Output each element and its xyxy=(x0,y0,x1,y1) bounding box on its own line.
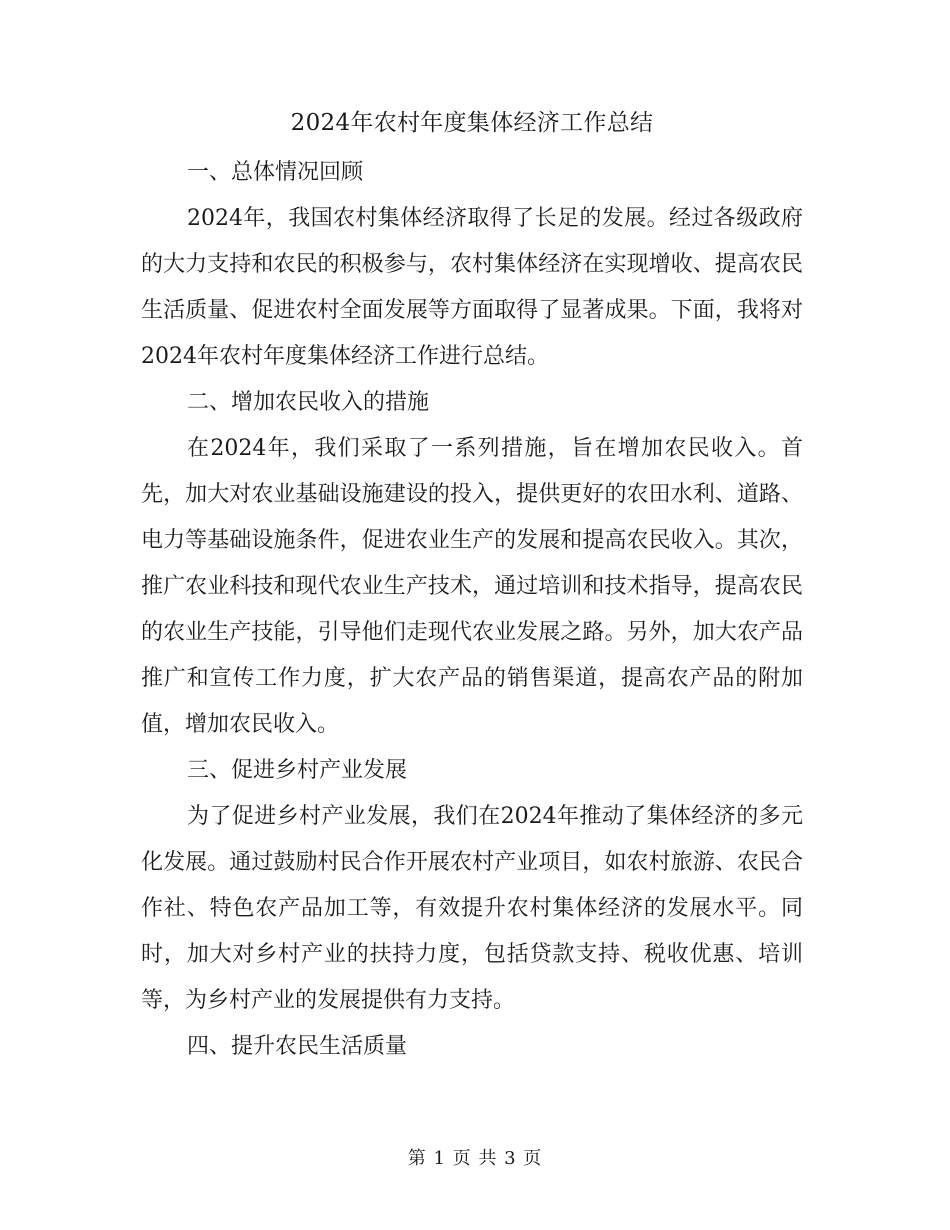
page-number-footer: 第 1 页 共 3 页 xyxy=(407,1148,543,1169)
section-overview xyxy=(141,150,803,380)
document-body xyxy=(141,104,803,1070)
section-paragraph: 在2024年，我们采取了一系列措施，旨在增加农民收入。首先，加大对农业基础设施建设的投入，提供更好的农田水利、道路、电力等基础设施条件，促进农业生产的发展和提高农民收入。其次，推广农业科技和现代农业生产技术，通过培训和技术指导，提高农民的农业生产技能，引导他们走现代农业发展之路。另外，加大农产品推广和宣传工作力度，扩大农产品的销售渠道，提高农产品的附加值，增加农民收入。 xyxy=(141,436,803,737)
document-title: 2024年农村年度集体经济工作总结 xyxy=(290,110,654,136)
section-paragraph: 2024年，我国农村集体经济取得了长足的发展。经过各级政府的大力支持和农民的积极参与，农村集体经济在实现增收、提高农民生活质量、促进农村全面发展等方面取得了显著成果。下面，我将对2024年农村年度集体经济工作进行总结。 xyxy=(141,206,803,369)
section-rural-industry xyxy=(141,748,803,1024)
section-heading: 三、促进乡村产业发展 xyxy=(187,758,408,783)
section-living-quality xyxy=(141,1024,803,1070)
section-heading: 一、总体情况回顾 xyxy=(187,160,364,185)
section-heading: 二、增加农民收入的措施 xyxy=(187,390,430,415)
section-paragraph: 为了促进乡村产业发展，我们在2024年推动了集体经济的多元化发展。通过鼓励村民合作开展农村产业项目，如农村旅游、农民合作社、特色农产品加工等，有效提升农村集体经济的发展水平。同时，加大对乡村产业的扶持力度，包括贷款支持、税收优惠、培训等，为乡村产业的发展提供有力支持。 xyxy=(141,804,803,1013)
section-income-measures xyxy=(141,380,803,748)
section-heading: 四、提升农民生活质量 xyxy=(187,1034,408,1059)
